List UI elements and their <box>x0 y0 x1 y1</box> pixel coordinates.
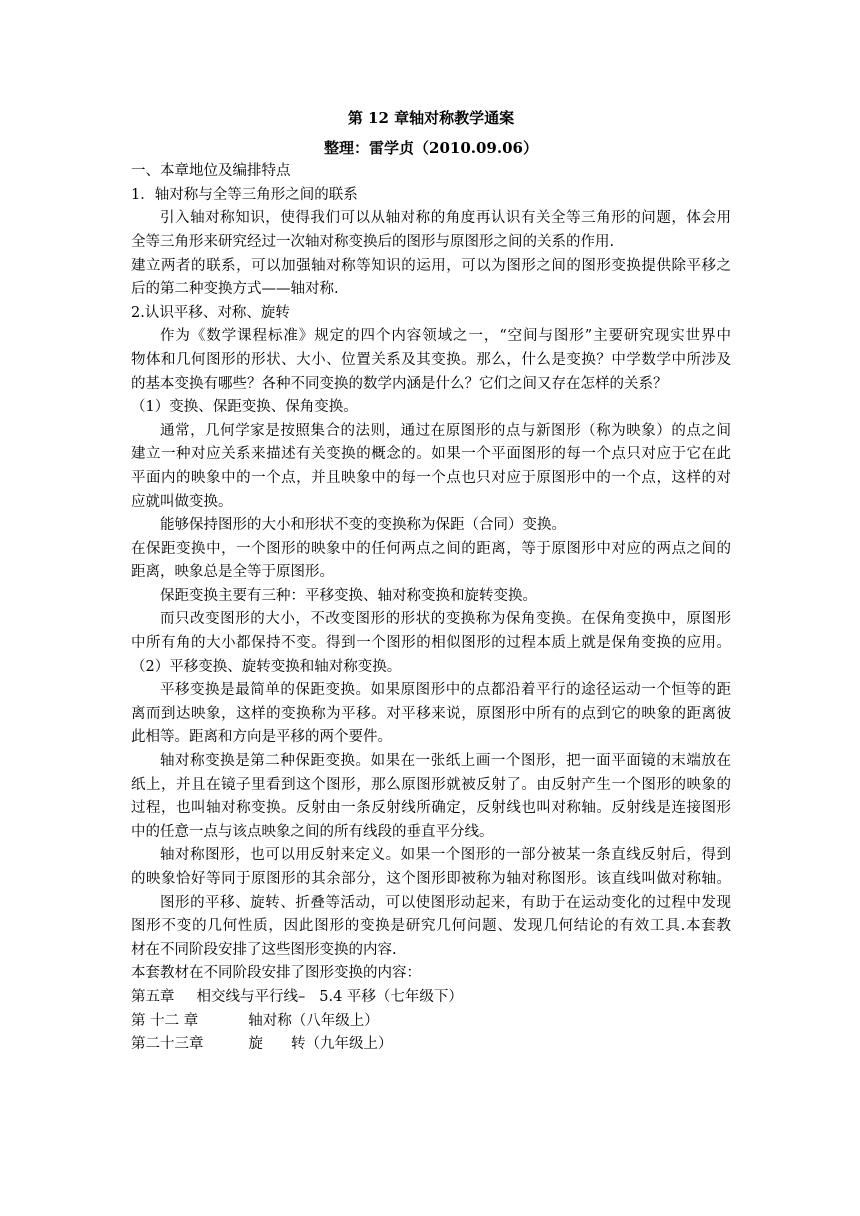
paragraph-line: 过程，也叫轴对称变换。反射由一条反射线所确定，反射线也叫对称轴。反射线是连接图形 <box>131 800 731 817</box>
paragraph-line: 全等三角形来研究经过一次轴对称变换后的图形与原图形之间的关系的作用. <box>131 233 615 250</box>
paragraph-line: 建立一种对应关系来描述有关变换的概念的。如果一个平面图形的每一个点只对应于它在此 <box>131 446 731 463</box>
chapter-title-part: 转（九年级上） <box>291 1036 393 1053</box>
paragraph-line: 作为《数学课程标准》规定的四个内容领域之一，“空间与图形”主要研究现实世界中 <box>160 328 731 345</box>
paragraph-line: 引入轴对称知识，使得我们可以从轴对称的角度再认识有关全等三角形的问题，体会用 <box>160 210 731 227</box>
paragraph-line: 在保距变换中，一个图形的映象中的任何两点之间的距离，等于原图形中对应的两点之间的 <box>131 540 731 557</box>
paragraph-line: 后的第二种变换方式——轴对称. <box>131 281 339 298</box>
paragraph-line: 图形的平移、旋转、折叠等活动，可以使图形动起来，有助于在运动变化的过程中发现 <box>160 894 731 911</box>
paragraph-line: 的映象恰好等同于原图形的其余部分，这个图形即被称为轴对称图形。该直线叫做对称轴。 <box>131 871 731 887</box>
paragraph-line: 能够保持图形的大小和形状不变的变换称为保距（合同）变换。 <box>160 517 566 534</box>
section-heading: 一、本章地位及编排特点 <box>131 163 291 180</box>
chapter-name: 第二十三章 <box>131 1036 204 1053</box>
subsection-heading: 2.认识平移、对称、旋转 <box>131 304 290 321</box>
chapter-row <box>131 1010 731 1034</box>
paragraph-line: 建立两者的联系，可以加强轴对称等知识的运用，可以为图形之间的图形变换提供除平移之 <box>131 257 731 274</box>
paragraph-line: 物体和几何图形的形状、大小、位置关系及其变换。那么，什么是变换？中学数学中所涉及 <box>131 351 731 368</box>
chapter-row <box>131 986 731 1010</box>
paragraph-line: 距离，映象总是全等于原图形。 <box>131 564 334 581</box>
paragraph-line: 中的任意一点与该点映象之间的所有线段的垂直平分线。 <box>131 823 494 840</box>
document-subtitle: 整理：雷学贞（2010.09.06） <box>324 138 538 157</box>
paragraph-line: 离而到达映象，这样的变换称为平移。对平移来说，原图形中所有的点到它的映象的距离彼 <box>131 705 731 722</box>
document-title: 第 12 章轴对称教学通案 <box>347 109 515 127</box>
paragraph-line: 通常，几何学家是按照集合的法则，通过在原图形的点与新图形（称为映象）的点之间 <box>160 422 731 439</box>
chapter-title-part: 旋 <box>248 1036 263 1053</box>
chapter-name: 第 十二 章 <box>131 1012 199 1029</box>
paragraph-line: 保距变换主要有三种：平移变换、轴对称变换和旋转变换。 <box>160 587 537 604</box>
subsection-heading: （2）平移变换、旋转变换和轴对称变换。 <box>131 658 402 675</box>
chapter-name: 第五章 <box>131 988 175 1005</box>
paragraph-line: 而只改变图形的大小，不改变图形的形状的变换称为保角变换。在保角变换中，原图形 <box>160 611 731 628</box>
paragraph-line: 平面内的映象中的一个点，并且映象中的每一个点也只对应于原图形中的一个点，这样的对 <box>131 469 731 486</box>
subsection-heading: 1．轴对称与全等三角形之间的联系 <box>131 186 358 203</box>
paragraph-line: 此相等。距离和方向是平移的两个要件。 <box>131 729 392 746</box>
paragraph-line: 材在不同阶段安排了这些图形变换的内容. <box>131 941 397 958</box>
paragraph-line: 中所有角的大小都保持不变。得到一个图形的相似图形的过程本质上就是保角变换的应用。 <box>131 635 731 652</box>
chapter-title: 轴对称（八年级上） <box>248 1012 379 1029</box>
subsection-heading: （1）变换、保距变换、保角变换。 <box>131 399 358 416</box>
document-body <box>131 107 731 1057</box>
paragraph-line: 应就叫做变换。 <box>131 493 233 510</box>
chapter-section: 5.4 平移（七年级下） <box>319 988 463 1005</box>
paragraph-line: 本套教材在不同阶段安排了图形变换的内容： <box>131 965 421 982</box>
chapter-title: 相交线与平行线– <box>196 988 306 1005</box>
paragraph-line: 的基本变换有哪些？各种不同变换的数学内涵是什么？它们之间又存在怎样的关系？ <box>131 375 668 392</box>
paragraph-line: 图形不变的几何性质，因此图形的变换是研究几何问题、发现几何结论的有效工具.本套教 <box>131 918 731 935</box>
paragraph-line: 平移变换是最简单的保距变换。如果原图形中的点都沿着平行的途径运动一个恒等的距 <box>160 682 731 699</box>
chapter-row <box>131 1033 731 1057</box>
paragraph-line: 轴对称图形，也可以用反射来定义。如果一个图形的一部分被某一条直线反射后，得到 <box>160 847 731 864</box>
paragraph-line: 纸上，并且在镜子里看到这个图形，那么原图形就被反射了。由反射产生一个图形的映象的 <box>131 776 731 793</box>
paragraph-line: 轴对称变换是第二种保距变换。如果在一张纸上画一个图形，把一面平面镜的末端放在 <box>160 753 731 770</box>
